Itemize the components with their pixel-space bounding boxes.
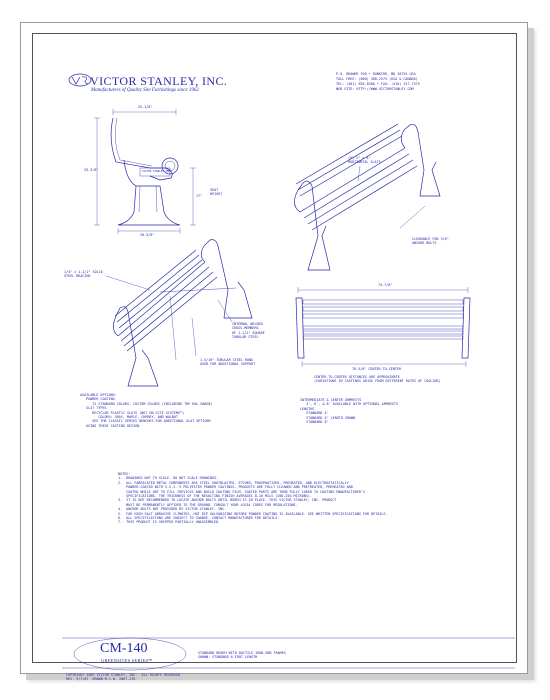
- address-line-4: WEB SITE: HTTP://WWW.VICTORSTANLEY.COM: [336, 87, 414, 91]
- rung-label: 1-5/16" TUBULAR STEEL RUNG USED FOR ADDITIONAL SUPPORT: [200, 358, 256, 367]
- product-description: STANDARD BENCH WITH DUCTILE IRON END FRAMES SHOWN: STANDARD 6-FOOT LENGTH: [198, 651, 286, 660]
- series-name: GREENSITES SERIES™: [101, 658, 153, 663]
- address-line-3: TEL: (301) 855-8300 • FAX: (410) 257-7579: [336, 82, 420, 86]
- company-name: VICTOR STANLEY, INC.: [90, 74, 228, 88]
- clearance-label: CLEARANCE FOR 3/8" ANCHOR BOLTS: [412, 237, 449, 246]
- base-dimension: 20-3/8": [140, 233, 155, 237]
- plaque-text: VICTOR STANLEY INC.: [142, 170, 172, 173]
- center-dimension: 70-5/8" CENTER-TO-CENTER: [352, 367, 401, 371]
- front-view-drawing: [296, 287, 470, 367]
- vs-logo-icon: [69, 74, 91, 86]
- available-options: AVAILABLE OPTIONS: POWDER COATING 72 STANDARD COLORS, CUSTOM COLORS (INCLUDING THE RAL RANGE) SLAT TYPES RECYCLED PLASTIC SLATS (NOT ON SCTE SYSTEMS™) COLORS: GRAY, MAPLE, CHERRY, AND WALNUT SEE THE CLASSIC SERIES BENCHES FOR ADDITIONAL SLAT OPTIONS USING THESE CASTING DESIGN: [80, 393, 213, 428]
- seat-height-label: SEAT HEIGHT: [210, 188, 223, 197]
- bracing-label: 1/4" x 1-1/2" SOLID STEEL BRACING: [64, 270, 103, 279]
- center-note: CENTER-TO-CENTER DISTANCES ARE APPROXIMATE (VARIATIONS IN CASTINGS ARISE FROM DIFFERENT RATES OF COOLING): [314, 375, 441, 384]
- copyright-footer: COPYRIGHT 2007 VICTOR STANLEY, INC. ALL RIGHTS RESERVED REV. 9/7/07 DRAWN M.C.W. 2007-235: [66, 673, 181, 682]
- height-dimension: 33-3/8": [84, 168, 99, 172]
- model-number: CM-140: [100, 641, 148, 656]
- isometric-view-drawing: [294, 124, 440, 270]
- cross-members-label: INTERNAL WELDED CROSS-MEMBERS OF 1-1/2" SQUARE TUBULAR STEEL: [232, 322, 265, 340]
- length-dimension: 74-7/8": [378, 283, 393, 287]
- width-dimension: 25-1/8": [138, 105, 153, 109]
- company-tagline: Manufacturers of Quality Site Furnishings since 1962: [91, 88, 199, 93]
- slats-label: (6) 2" x 4" HORIZONTAL SLATS: [348, 156, 381, 165]
- address-line-2: TOLL FREE: (800) 368-2573 (USA & CANADA): [336, 77, 418, 81]
- notes-block: NOTES: 1. DRAWINGS NOT TO SCALE. DO NOT SCALE DRAWINGS. 2. ALL FABRICATED METAL COMPONENTS ARE STEEL SHOTBLASTED, ETCHED, PHOSPHATIZED, PREHEATED, AND ELECTROSTATICALLY POWDER-COATED WITH V.S.I.'S POLYESTER POWDER COATINGS. PRODUCTS ARE FULLY CLEANED AND PRETREATED, PREHEATED AND COATED WHILE HOT TO FILL CREVICES AND BUILD COATING FILM. COATED PARTS ARE THEN FULLY CURED TO COATING MANUFACTURER'S SPECIFICATIONS. THE THICKNESS OF THE RESULTING FINISH AVERAGES 8-10 MILS (200-250 MICRONS). 3. IT IS NOT RECOMMENDED TO LOCATE ANCHOR BOLTS UNTIL BENCH IS IN PLACE. THIS VICTOR STANLEY, INC. PRODUCT MUST BE PERMANENTLY AFFIXED TO THE GROUND. CONSULT YOUR LOCAL CODES FOR REGULATIONS. 4. ANCHOR BOLTS NOT PROVIDED BY VICTOR STANLEY, INC. 5. FOR HIGH SALT ABRASIVE CLIMATES, HOT DIP GALVANIZING BEFORE POWDER COATING IS AVAILABLE. SEE WRITTEN SPECIFICATIONS FOR DETAILS. 6. ALL SPECIFICATIONS ARE SUBJECT TO CHANGE. CONTACT MANUFACTURER FOR DETAILS. 7. THIS PRODUCT IS SHIPPED PARTIALLY UNASSEMBLED.: [118, 472, 388, 525]
- armrest-lengths: INTERMEDIATE & CENTER ARMRESTS 4', 6', & 8' AVAILABLE WITH OPTIONAL ARMRESTS LENGTHS STANDARD 4' STANDARD 6' LENGTH SHOWN STANDARD 8': [300, 398, 398, 425]
- seat-dimension: 17": [196, 194, 203, 198]
- address-line-1: P.O. DRAWER 330 • DUNKIRK, MD 20754 USA: [336, 72, 416, 76]
